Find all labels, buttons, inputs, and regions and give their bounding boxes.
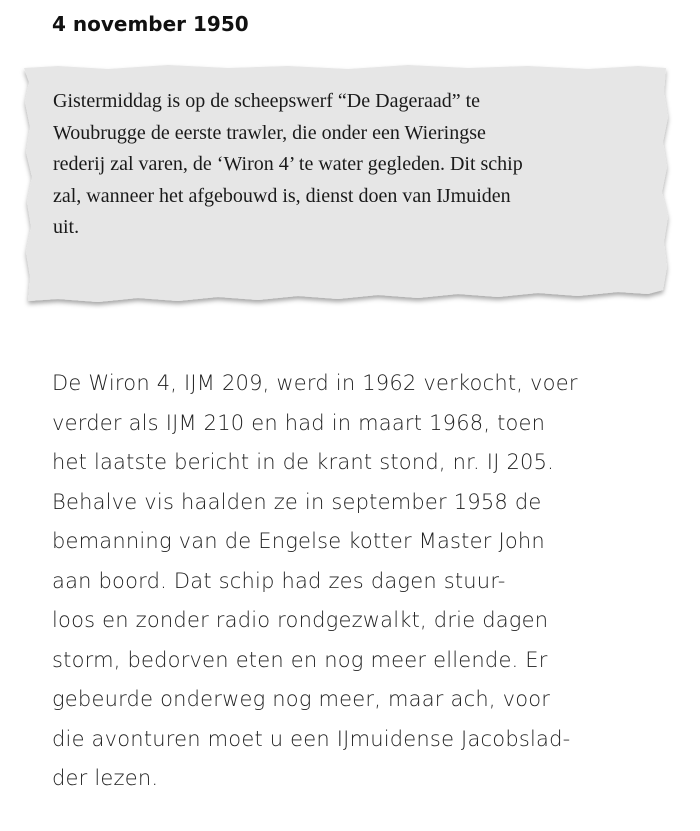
newspaper-clipping: [18, 62, 674, 312]
article-line: loos en zonder radio rondgezwalkt, drie dagen: [52, 608, 549, 632]
article-line: aan boord. Dat schip had zes dagen stuur-: [52, 568, 506, 593]
article-line: storm, bedorven eten en nog meer ellende. Er: [52, 647, 548, 672]
article-line: De Wiron 4, IJM 209, werd in 1962 verkocht, voer: [52, 371, 578, 395]
clipping-text: [53, 86, 653, 244]
article-line: gebeurde onderweg nog meer, maar ach, voor: [52, 687, 551, 711]
clipping-line: Woubrugge de eerste trawler, die onder een Wieringse: [53, 121, 486, 144]
article-line: verder als IJM 210 en had in maart 1968, toen: [52, 410, 546, 435]
article-line: Behalve vis haalden ze in september 1958 de: [52, 489, 542, 514]
clipping-line: rederij zal varen, de ‘Wiron 4’ te water gegleden. Dit schip: [53, 153, 523, 175]
date-heading: 4 november 1950: [52, 12, 249, 36]
article-line: der lezen.: [52, 766, 159, 790]
article-body: [52, 364, 672, 799]
article-line: die avonturen moet u een IJmuidense Jacobslad-: [52, 726, 571, 751]
article-line: bemanning van de Engelse kotter Master John: [52, 529, 545, 553]
clipping-line: uit.: [53, 216, 80, 238]
clipping-line: Gistermiddag is op de scheepswerf “De Dageraad” te: [53, 90, 481, 112]
clipping-line: zal, wanneer het afgebouwd is, dienst doen van IJmuiden: [53, 184, 511, 207]
article-line: het laatste bericht in de krant stond, nr. IJ 205.: [52, 450, 555, 474]
